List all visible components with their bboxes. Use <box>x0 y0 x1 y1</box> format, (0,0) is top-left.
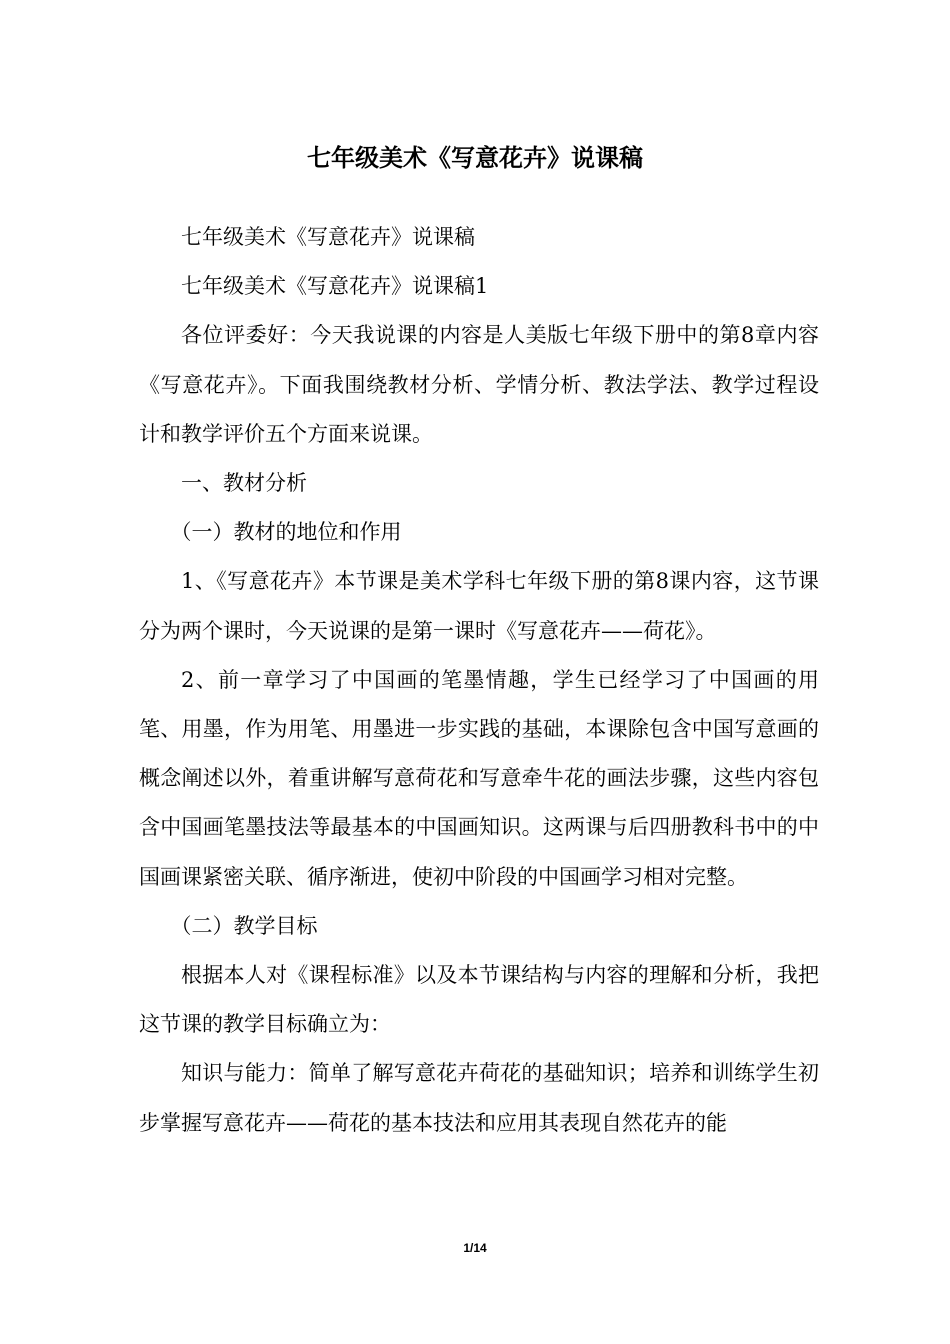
section-heading-textbook-analysis: 一、教材分析 <box>181 471 307 496</box>
paragraph-point-1: 1、《写意花卉》本节课是美术学科七年级下册的第8课内容，这节课分为两个课时，今天说课的是第一课时《写意花卉——荷花》。 <box>139 569 819 643</box>
document-title: 七年级美术《写意花卉》说课稿 <box>307 144 643 172</box>
paragraph-point-2: 2、前一章学习了中国画的笔墨情趣，学生已经学习了中国画的用笔、用墨，作为用笔、用墨进一步实践的基础，本课除包含中国写意画的概念阐述以外，着重讲解写意荷花和写意牵牛花的画法步骤，这些内容包含中国画笔墨技法等最基本的中国画知识。这两课与后四册教科书中的中国画课紧密关联、循序渐进，使初中阶段的中国画学习相对完整。 <box>139 667 819 889</box>
paragraph-subtitle: 七年级美术《写意花卉》说课稿1 <box>181 274 489 299</box>
subsection-heading-role: （一）教材的地位和作用 <box>170 520 402 545</box>
document-body <box>139 213 819 1148</box>
subsection-heading-objectives: （二）教学目标 <box>170 913 318 938</box>
paragraph-heading-repeat: 七年级美术《写意花卉》说课稿 <box>181 225 475 249</box>
page-number: 1/14 <box>463 1241 487 1255</box>
paragraph-objectives-intro: 根据本人对《课程标准》以及本节课结构与内容的理解和分析，我把这节课的教学目标确立为： <box>139 963 819 1037</box>
paragraph-knowledge-ability: 知识与能力：简单了解写意花卉荷花的基础知识；培养和训练学生初步掌握写意花卉——荷花的基本技法和应用其表现自然花卉的能 <box>139 1061 819 1135</box>
paragraph-intro: 各位评委好：今天我说课的内容是人美版七年级下册中的第8章内容《写意花卉》。下面我围绕教材分析、学情分析、教法学法、教学过程设计和教学评价五个方面来说课。 <box>139 323 819 446</box>
